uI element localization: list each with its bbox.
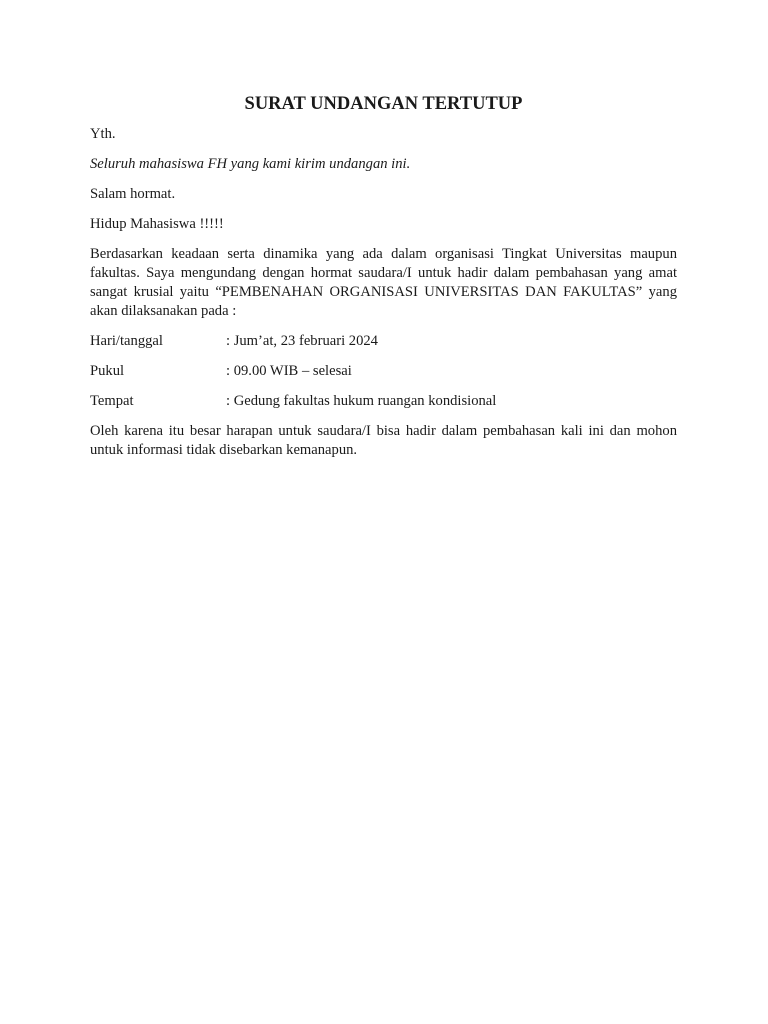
detail-row-date [90,332,677,351]
detail-label: Tempat [90,393,134,409]
detail-row-place [90,392,677,411]
detail-value: : Gedung fakultas hukum ruangan kondisional [226,393,497,409]
detail-label: Pukul [90,363,125,379]
salutation: Yth. [90,126,116,142]
body-paragraph: Berdasarkan keadaan serta dinamika yang ada dalam organisasi Tingkat Universitas maupun fakultas. Saya mengundang dengan hormat saudara/I untuk hadir dalam pembahasan yang amat sangat krusial yaitu “PEMBENAHAN ORGANISASI UNIVERSITAS DAN FAKULTAS” yang akan dilaksanakan pada : [90,246,677,319]
slogan: Hidup Mahasiswa !!!!! [90,216,224,232]
recipient-line: Seluruh mahasiswa FH yang kami kirim undangan ini. [90,156,411,172]
detail-row-time [90,362,677,381]
detail-value: : 09.00 WIB – selesai [226,363,352,379]
letter-page [90,92,677,471]
closing-paragraph: Oleh karena itu besar harapan untuk saudara/I bisa hadir dalam pembahasan kali ini dan mohon untuk informasi tidak disebarkan kemanapun. [90,423,677,458]
detail-value: : Jum’at, 23 februari 2024 [226,333,378,349]
greeting: Salam hormat. [90,186,176,202]
letter-title: SURAT UNDANGAN TERTUTUP [244,94,523,114]
detail-label: Hari/tanggal [90,333,163,349]
